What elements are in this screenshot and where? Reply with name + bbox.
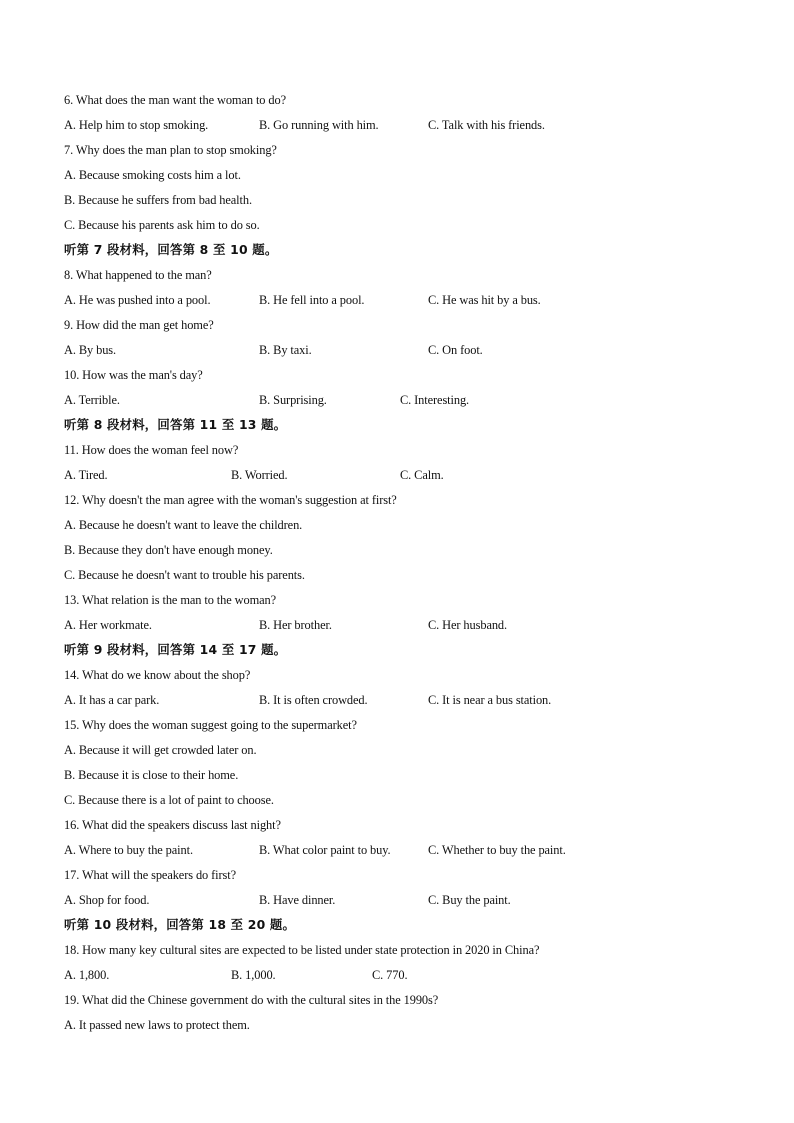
- answer-options: [64, 117, 764, 133]
- question-line: B. Because they don't have enough money.: [64, 543, 273, 557]
- answer-options: [64, 467, 764, 483]
- question-line: 18. How many key cultural sites are expected to be listed under state protection in 2020 in China?: [64, 943, 540, 957]
- option-b: B. Go running with him.: [259, 118, 379, 132]
- option-c: C. On foot.: [428, 343, 483, 357]
- question-line: A. Because smoking costs him a lot.: [64, 168, 241, 182]
- option-a: A. 1,800.: [64, 968, 110, 982]
- section-heading: 听第 7 段材料，回答第 8 至 10 题。: [64, 242, 278, 257]
- answer-options: [64, 967, 764, 983]
- section-heading: 听第 9 段材料，回答第 14 至 17 题。: [64, 642, 287, 657]
- answer-options: [64, 892, 764, 908]
- option-c: C. Talk with his friends.: [428, 118, 545, 132]
- question-line: C. Because there is a lot of paint to choose.: [64, 793, 274, 807]
- option-b: B. Have dinner.: [259, 893, 336, 907]
- option-b: B. Surprising.: [259, 393, 327, 407]
- question-line: C. Because he doesn't want to trouble his parents.: [64, 568, 305, 582]
- option-a: A. By bus.: [64, 343, 117, 357]
- option-c: C. 770.: [372, 968, 408, 982]
- option-c: C. Calm.: [400, 468, 444, 482]
- option-c: C. Interesting.: [400, 393, 470, 407]
- option-b: B. 1,000.: [231, 968, 276, 982]
- answer-options: [64, 292, 764, 308]
- answer-options: [64, 617, 764, 633]
- answer-options: [64, 842, 764, 858]
- answer-options: [64, 392, 764, 408]
- question-line: 8. What happened to the man?: [64, 268, 212, 282]
- question-line: 10. How was the man's day?: [64, 368, 203, 382]
- question-line: 6. What does the man want the woman to do?: [64, 93, 286, 107]
- answer-options: [64, 692, 764, 708]
- question-line: C. Because his parents ask him to do so.: [64, 218, 260, 232]
- option-b: B. He fell into a pool.: [259, 293, 365, 307]
- question-line: A. Because it will get crowded later on.: [64, 743, 257, 757]
- question-line: 11. How does the woman feel now?: [64, 443, 239, 457]
- option-a: A. He was pushed into a pool.: [64, 293, 211, 307]
- option-a: A. It has a car park.: [64, 693, 160, 707]
- question-line: B. Because he suffers from bad health.: [64, 193, 252, 207]
- question-line: B. Because it is close to their home.: [64, 768, 239, 782]
- option-a: A. Her workmate.: [64, 618, 152, 632]
- option-c: C. Her husband.: [428, 618, 508, 632]
- option-b: B. Worried.: [231, 468, 288, 482]
- option-b: B. Her brother.: [259, 618, 332, 632]
- question-line: 16. What did the speakers discuss last night?: [64, 818, 281, 832]
- section-heading: 听第 8 段材料，回答第 11 至 13 题。: [64, 417, 287, 432]
- section-heading: 听第 10 段材料，回答第 18 至 20 题。: [64, 917, 296, 932]
- question-line: A. Because he doesn't want to leave the children.: [64, 518, 303, 532]
- question-line: A. It passed new laws to protect them.: [64, 1018, 250, 1032]
- option-a: A. Help him to stop smoking.: [64, 118, 209, 132]
- question-line: 9. How did the man get home?: [64, 318, 214, 332]
- question-line: 13. What relation is the man to the woman?: [64, 593, 277, 607]
- question-line: 19. What did the Chinese government do with the cultural sites in the 1990s?: [64, 993, 439, 1007]
- option-c: C. Buy the paint.: [428, 893, 511, 907]
- option-a: A. Terrible.: [64, 393, 120, 407]
- option-b: B. It is often crowded.: [259, 693, 368, 707]
- option-a: A. Tired.: [64, 468, 108, 482]
- option-a: A. Shop for food.: [64, 893, 150, 907]
- answer-options: [64, 342, 764, 358]
- option-c: C. It is near a bus station.: [428, 693, 552, 707]
- question-line: 17. What will the speakers do first?: [64, 868, 237, 882]
- question-line: 14. What do we know about the shop?: [64, 668, 251, 682]
- option-b: B. What color paint to buy.: [259, 843, 391, 857]
- option-c: C. Whether to buy the paint.: [428, 843, 566, 857]
- question-line: 7. Why does the man plan to stop smoking?: [64, 143, 277, 157]
- question-line: 15. Why does the woman suggest going to the supermarket?: [64, 718, 357, 732]
- option-c: C. He was hit by a bus.: [428, 293, 541, 307]
- question-line: 12. Why doesn't the man agree with the woman's suggestion at first?: [64, 493, 397, 507]
- option-a: A. Where to buy the paint.: [64, 843, 193, 857]
- option-b: B. By taxi.: [259, 343, 312, 357]
